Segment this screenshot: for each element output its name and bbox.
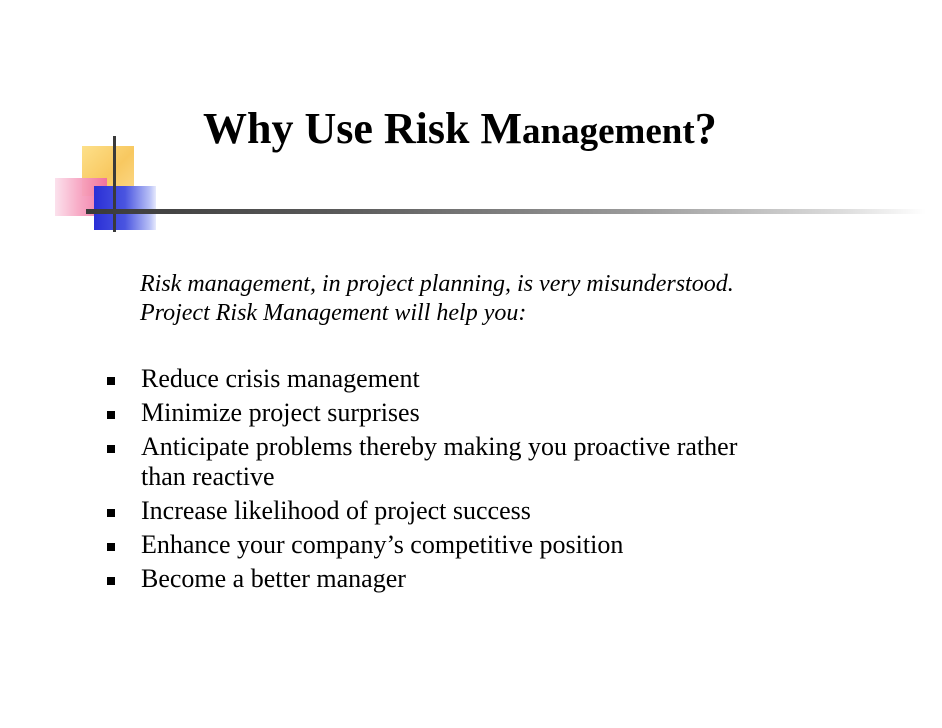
intro-text [140,270,734,328]
bullet-text: Anticipate problems thereby making you proactive rather [141,432,738,461]
logo-blue-square [94,186,156,230]
bullet-text-continued: than reactive [141,462,275,491]
bullet-item [104,564,737,594]
slide-title [203,104,717,157]
bullet-item [104,496,737,526]
title-part-3: ? [694,104,717,153]
square-bullet-icon [107,445,115,453]
bullet-text: Increase likelihood of project success [141,496,531,525]
bullet-text: Enhance your company’s competitive position [141,530,624,559]
logo-vertical-line [113,136,116,232]
intro-line-1: Risk management, in project planning, is very misunderstood. [140,271,734,297]
square-bullet-icon [107,411,115,419]
title-part-2: anagement [522,111,695,152]
title-rule [86,209,926,214]
bullet-list [104,364,737,598]
bullet-text: Become a better manager [141,564,406,593]
square-bullet-icon [107,577,115,585]
bullet-item [104,530,737,560]
bullet-item [104,364,737,394]
square-bullet-icon [107,377,115,385]
square-bullet-icon [107,543,115,551]
bullet-item [104,432,737,492]
intro-line-2: Project Risk Management will help you: [140,300,527,326]
bullet-text: Reduce crisis management [141,364,420,393]
bullet-text: Minimize project surprises [141,398,420,427]
title-part-1: Why Use Risk M [203,104,523,153]
bullet-item [104,398,737,428]
square-bullet-icon [107,509,115,517]
